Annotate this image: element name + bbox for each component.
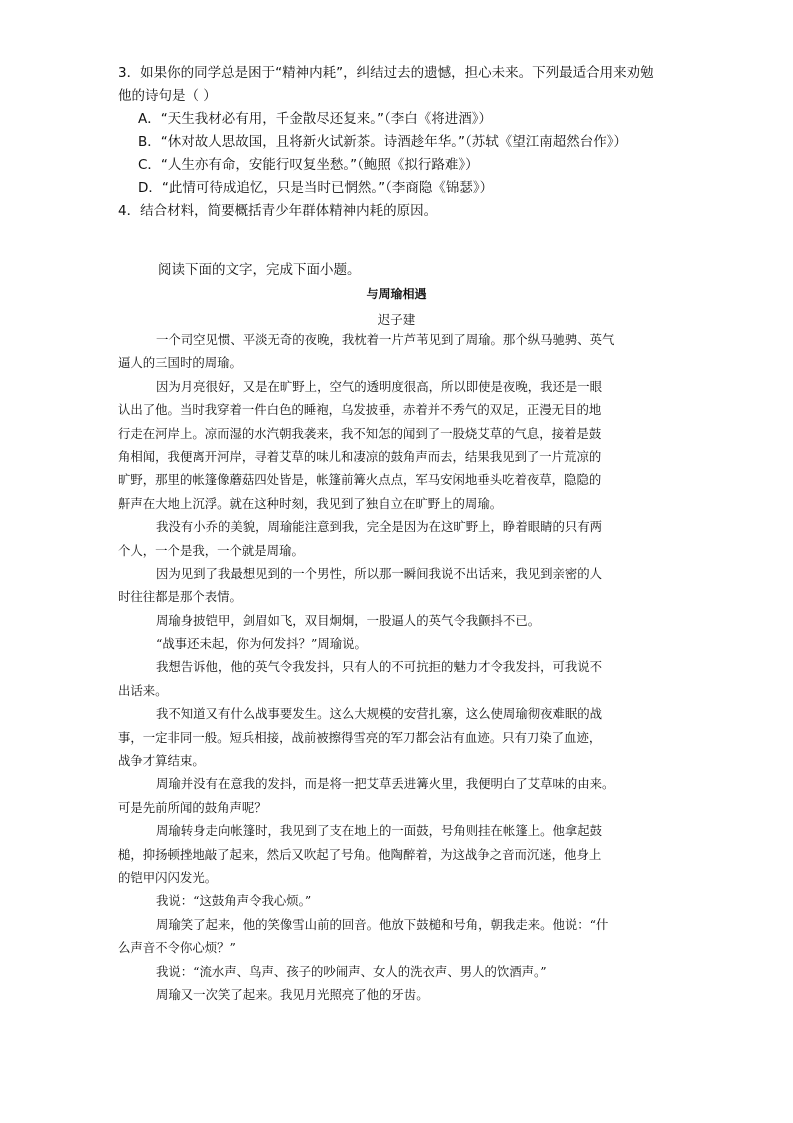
reading-instruction: 阅读下面的文字，完成下面小题。 [158, 262, 361, 278]
passage-line: 我说：“流水声、鸟声、孩子的吵闹声、女人的洗衣声、男人的饮酒声。” [156, 963, 547, 979]
passage-line: 可是先前所闻的鼓角声呢？ [118, 799, 267, 815]
passage-line: 么声音不令你心烦？” [118, 940, 236, 956]
passage-line: 逼人的三国时的周瑜。 [118, 355, 242, 371]
option-a: A．“天生我材必有用，千金散尽还复来。”（李白《将进酒》） [138, 111, 492, 127]
passage-line: 一个司空见惯、平淡无奇的夜晚，我枕着一片芦苇见到了周瑜。那个纵马驰骋、英气 [156, 332, 615, 347]
passage-line: 行走在河岸上。凉而湿的水汽朝我袭来，我不知怎的闻到了一股烧艾草的气息，接着是鼓 [118, 425, 602, 441]
option-d: D．“此情可待成追忆，只是当时已惘然。”（李商隐《锦瑟》） [138, 180, 494, 196]
passage-line: 出话来。 [118, 682, 168, 698]
passage-line: 的铠甲闪闪发光。 [118, 869, 218, 885]
passage-line: 我想告诉他，他的英气令我发抖，只有人的不可抗拒的魅力才令我发抖，可我说不 [156, 659, 603, 675]
passage-line: 我不知道又有什么战事要发生。这么大规模的安营扎寨，这么使周瑜彻夜难眠的战 [156, 706, 603, 722]
passage-line: 周瑜笑了起来，他的笑像雪山前的回音。他放下鼓槌和号角，朝我走来。他说：“什 [156, 916, 609, 932]
passage-line: 角相闻，我便离开河岸，寻着艾草的味儿和凄凉的鼓角声而去，结果我见到了一片荒凉的 [118, 448, 602, 464]
question-3-line-2: 他的诗句是（ ） [118, 88, 217, 104]
passage-line: 我说：“这鼓角声令我心烦。” [156, 893, 312, 909]
passage-line: 认出了他。当时我穿着一件白色的睡袍，乌发披垂，赤着并不秀气的双足，正漫无目的地 [118, 402, 602, 418]
passage-line: 旷野，那里的帐篷像蘑菇四处皆是，帐篷前篝火点点，军马安闲地垂头吃着夜草，隐隐的 [118, 472, 602, 488]
passage-line: 周瑜又一次笑了起来。我见月光照亮了他的牙齿。 [156, 986, 429, 1002]
passage-line: 时往往都是那个表情。 [118, 589, 242, 605]
passage-line: 我没有小乔的美貌，周瑜能注意到我，完全是因为在这旷野上，睁着眼睛的只有两 [156, 519, 603, 535]
option-b: B．“休对故人思故国，且将新火试新茶。诗酒趁年华。”（苏轼《望江南超然台作》） [138, 134, 627, 150]
question-3-line-1: 3．如果你的同学总是困于“精神内耗”，纠结过去的遗憾，担心未来。下列最适合用来劝勉 [118, 65, 654, 81]
passage-line: “战事还未起，你为何发抖？”周瑜说。 [156, 636, 367, 652]
question-4: 4．结合材料，简要概括青少年群体精神内耗的原因。 [118, 203, 438, 219]
passage-line: 个人，一个是我，一个就是周瑜。 [118, 542, 304, 558]
passage-line: 周瑜并没有在意我的发抖，而是将一把艾草丢进篝火里，我便明白了艾草味的由来。 [156, 776, 615, 792]
passage-author: 迟子建 [377, 312, 416, 327]
passage-line: 战争才算结束。 [118, 753, 205, 769]
passage-line: 因为月亮很好，又是在旷野上，空气的透明度很高，所以即使是夜晚，我还是一眼 [156, 378, 603, 394]
option-c: C．“人生亦有命，安能行叹复坐愁。”（鲍照《拟行路难》） [138, 157, 479, 173]
passage-line: 周瑜身披铠甲，剑眉如飞，双目炯炯，一股逼人的英气令我颤抖不已。 [156, 612, 541, 628]
passage-line: 因为见到了我最想见到的一个男性，所以那一瞬间我说不出话来，我见到亲密的人 [156, 565, 603, 581]
passage-line: 槌，抑扬顿挫地敲了起来，然后又吹起了号角。他陶醉着，为这战争之音而沉迷，他身上 [118, 846, 602, 862]
passage-body [118, 328, 680, 1006]
passage-line: 事，一定非同一般。短兵相接，战前被擦得雪亮的军刀都会沾有血迹。只有刀染了血迹， [118, 729, 602, 745]
question-block [118, 62, 678, 223]
passage-line: 鼾声在大地上沉浮。就在这种时刻，我见到了独自立在旷野上的周瑜。 [118, 495, 503, 511]
passage-title: 与周瑜相遇 [366, 287, 427, 301]
passage-line: 周瑜转身走向帐篷时，我见到了支在地上的一面鼓，号角则挂在帐篷上。他拿起鼓 [156, 823, 603, 839]
